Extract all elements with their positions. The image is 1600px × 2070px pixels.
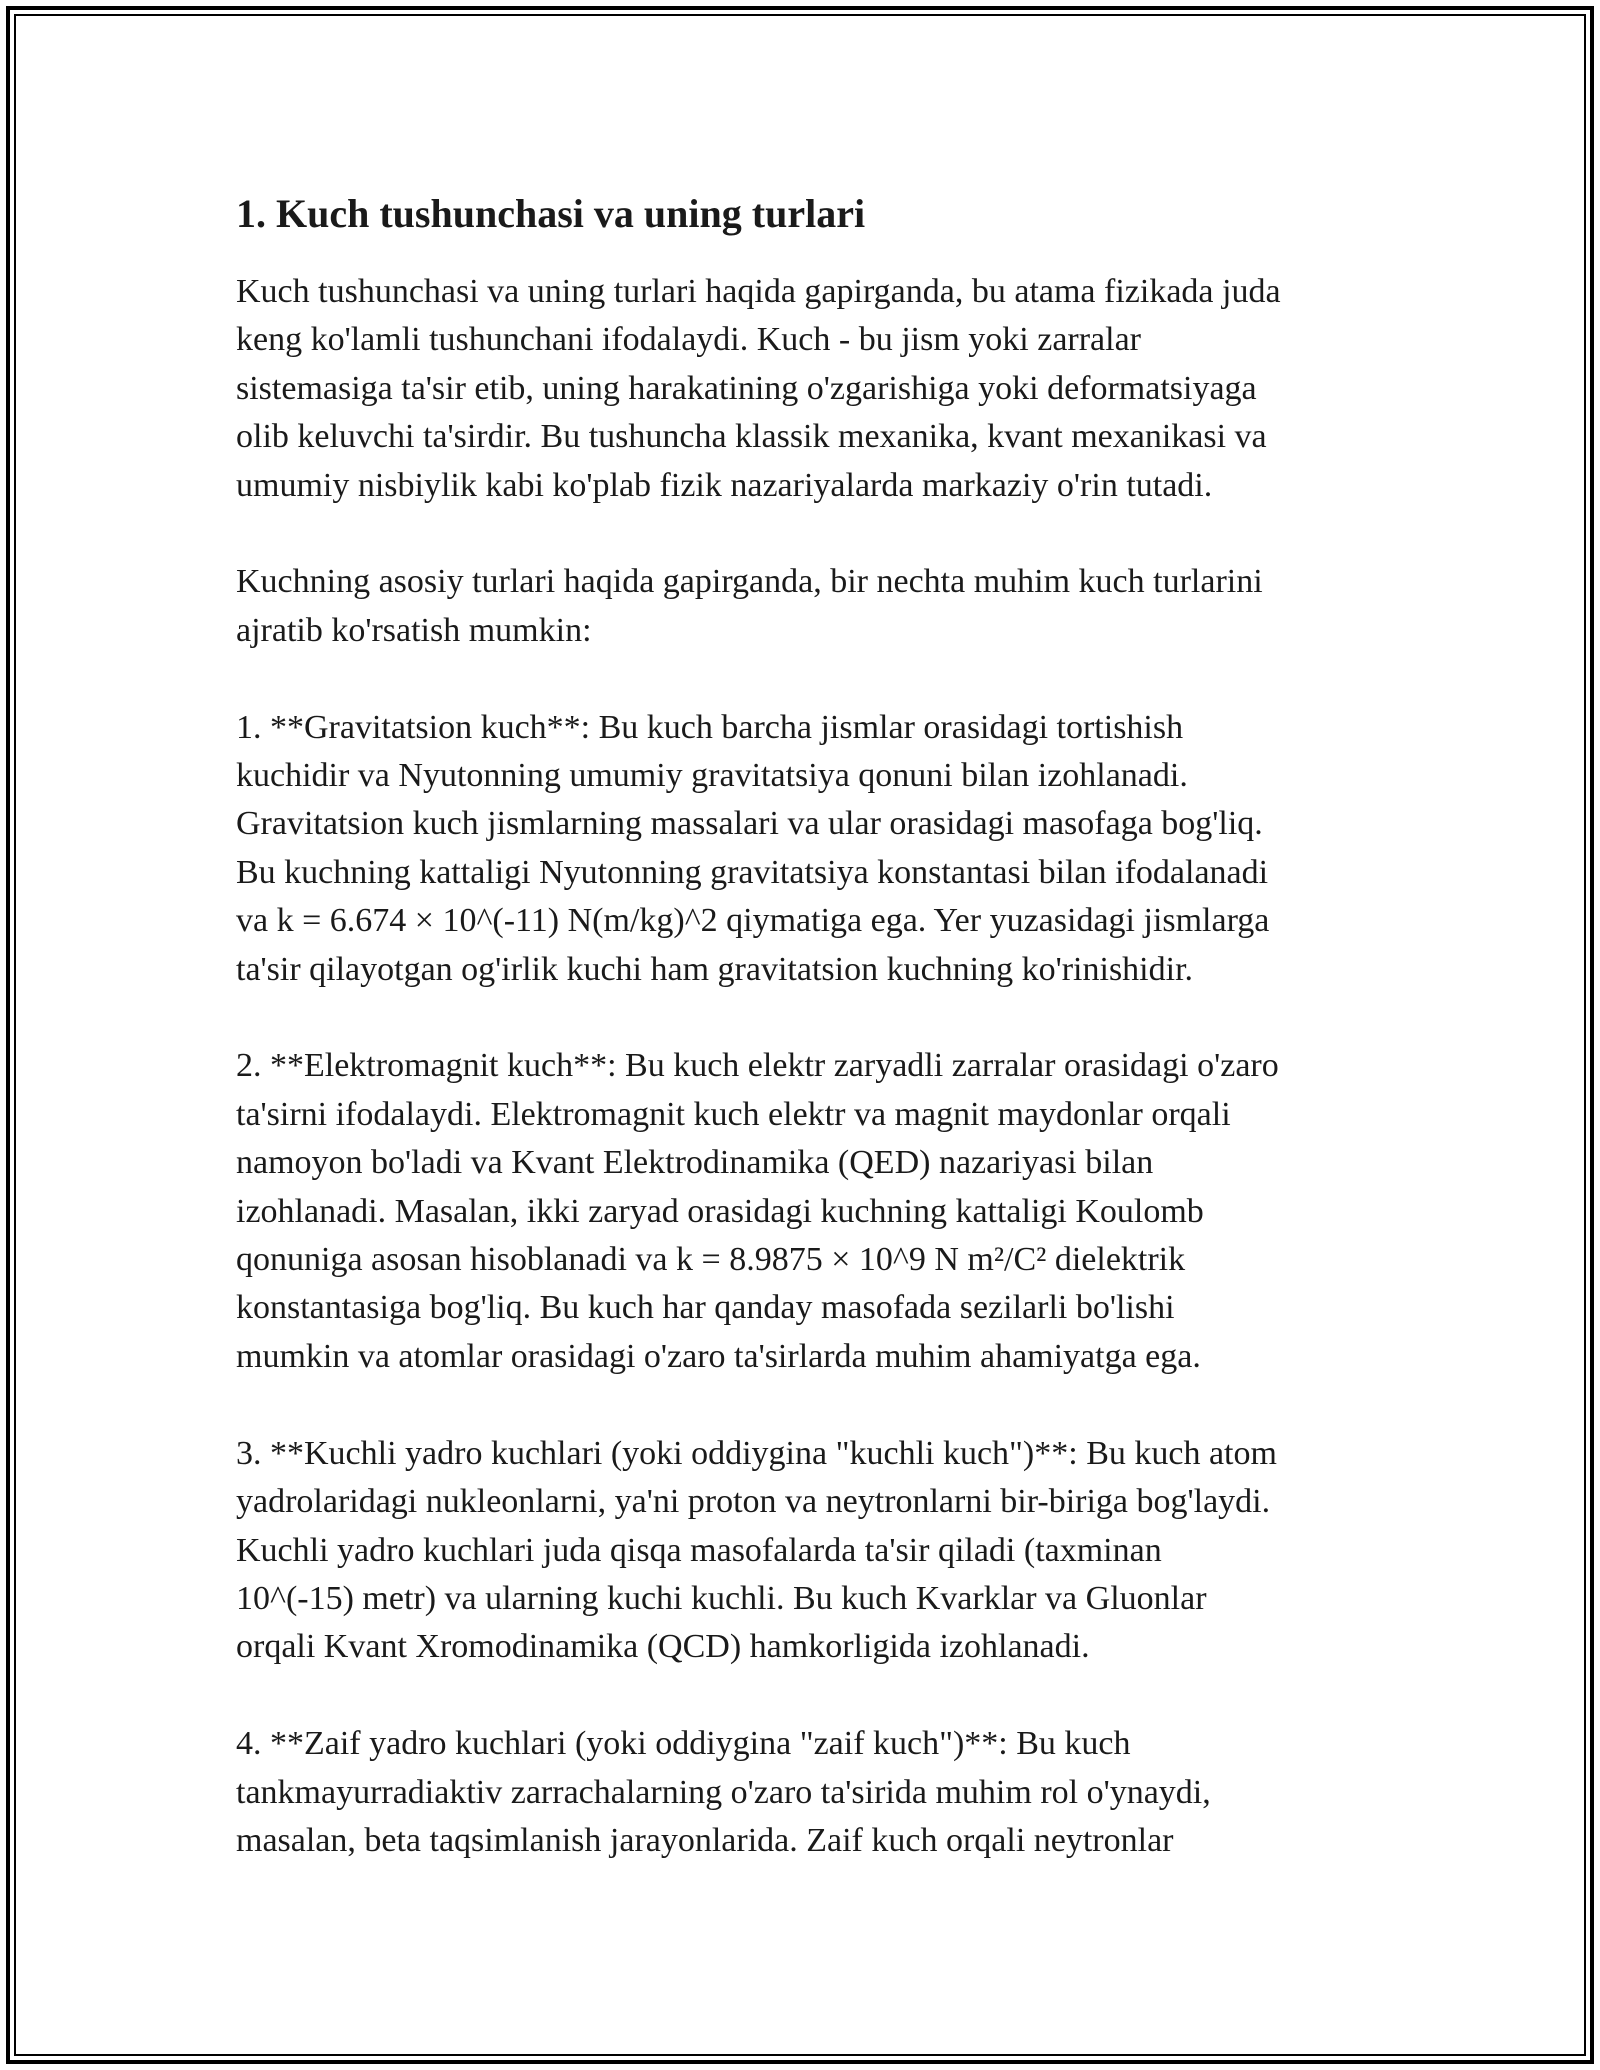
paragraph-gravitational-force: 1. **Gravitatsion kuch**: Bu kuch barcha jismlar orasidagi tortishish kuchidir va Nyutonning umumiy gravitatsiya qonuni bilan izohlanadi. Gravitatsion kuch jismlarning massalari va ular orasidagi masofaga bog'liq. Bu kuchning kattaligi Nyutonning gravitatsiya konstantasi bilan ifodalanadi va k = 6.674 × 10^(-11) N(m/kg)^2 qiymatiga ega. Yer yuzasidagi jismlarga ta'sir qilayotgan og'irlik kuchi ham gravitatsion kuchning ko'rinishidir.: [236, 708, 1270, 988]
paragraph-weak-nuclear-force: 4. **Zaif yadro kuchlari (yoki oddiygina "zaif kuch")**: Bu kuch tankmayurradiaktiv zarrachalarning o'zaro ta'sirida muhim rol o'ynaydi, masalan, beta taqsimlanish jarayonlarida. Zaif kuch orqali neytronlar: [236, 1725, 1211, 1859]
document-body: [236, 188, 1396, 1914]
paragraph-types-intro: Kuchning asosiy turlari haqida gapirganda, bir nechta muhim kuch turlarini ajratib ko'rsatish mumkin:: [236, 563, 1263, 649]
paragraph-strong-nuclear-force: 3. **Kuchli yadro kuchlari (yoki oddiygina "kuchli kuch")**: Bu kuch atom yadrolaridagi nukleonlarni, ya'ni proton va neytronlarni bir-biriga bog'laydi. Kuchli yadro kuchlari juda qisqa masofalarda ta'sir qiladi (taxminan 10^(-15) metr) va ularning kuchi kuchli. Bu kuch Kvarklar va Gluonlar orqali Kvant Xromodinamika (QCD) hamkorligida izohlanadi.: [236, 1434, 1277, 1666]
section-heading: 1. Kuch tushunchasi va uning turlari: [236, 191, 866, 236]
paragraph-electromagnetic-force: 2. **Elektromagnit kuch**: Bu kuch elektr zaryadli zarralar orasidagi o'zaro ta'sirni ifodalaydi. Elektromagnit kuch elektr va magnit maydonlar orqali namoyon bo'ladi va Kvant Elektrodinamika (QED) nazariyasi bilan izohlanadi. Masalan, ikki zaryad orasidagi kuchning kattaligi Koulomb qonuniga asosan hisoblanadi va k = 8.9875 × 10^9 N m²/C² dielektrik konstantasiga bog'liq. Bu kuch har qanday masofada sezilarli bo'lishi mumkin va atomlar orasidagi o'zaro ta'sirlarda muhim ahamiyatga ega.: [236, 1047, 1279, 1375]
paragraph-intro: Kuch tushunchasi va uning turlari haqida gapirganda, bu atama fizikada juda keng ko'lamli tushunchani ifodalaydi. Kuch - bu jism yoki zarralar sistemasiga ta'sir etib, uning harakatining o'zgarishiga yoki deformatsiyaga olib keluvchi ta'sirdir. Bu tushuncha klassik mexanika, kvant mexanikasi va umumiy nisbiylik kabi ko'plab fizik nazariyalarda markaziy o'rin tutadi.: [236, 273, 1281, 504]
